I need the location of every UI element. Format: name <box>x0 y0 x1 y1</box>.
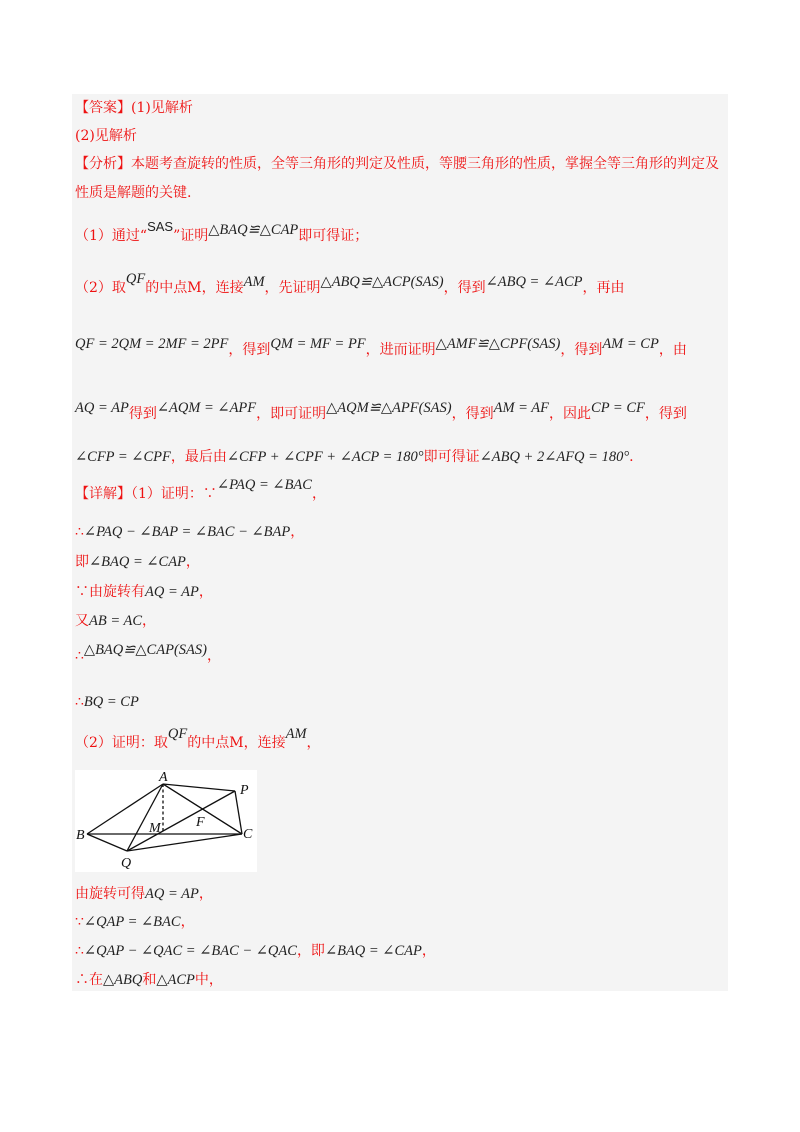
detail-line-9 <box>75 884 213 904</box>
label-q: Q <box>121 856 132 871</box>
analysis-s4-t2: ，即可证明 <box>256 406 327 422</box>
analysis-line-4 <box>75 271 625 298</box>
math-am-af: AM = AF <box>493 400 550 416</box>
math-tri-acp: △ACP <box>156 972 195 988</box>
analysis-s2-mid2: ，先证明 <box>264 280 321 296</box>
detail-l12-text2: 和 <box>142 972 157 988</box>
math-angle-subtract-2: ∠QAP − ∠QAC = ∠BAC − ∠QAC <box>83 943 297 959</box>
analysis-tag: 【分析】 <box>75 156 131 172</box>
math-aq-ap: AQ = AP <box>75 400 129 416</box>
detail-line-7 <box>75 692 139 712</box>
answer-line-1 <box>75 98 193 118</box>
detail-l10-text: ∵ <box>75 914 84 930</box>
label-b: B <box>76 828 85 843</box>
math-final-eq: ∠ABQ + 2∠AFQ = 180° <box>479 449 630 465</box>
detail-line-11 <box>75 941 436 961</box>
detail-l10-end: ， <box>180 914 195 930</box>
math-congruence-1: △BAQ≌△CAP <box>208 222 299 238</box>
answer-line-2 <box>75 126 137 146</box>
detail-line-1 <box>75 477 326 504</box>
math-qm-eq: QM = MF = PF <box>270 336 366 352</box>
detail-l9-text: 由旋转可得 <box>75 886 145 902</box>
math-qf-eq: QF = 2QM = 2MF = 2PF <box>75 336 229 352</box>
label-p: P <box>240 783 249 798</box>
analysis-s2-mid3: ，得到 <box>443 280 486 296</box>
math-aq-ap-3: AQ = AP <box>145 886 199 902</box>
analysis-text-1: 本题考查旋转的性质，全等三角形的判定及性质，等腰三角形的性质，掌握全等三角形的判定及 <box>131 156 719 172</box>
sas-label: SAS <box>147 219 174 234</box>
math-congruence-4: △AQM≌△APF(SAS) <box>326 400 452 416</box>
math-angle-sum: ∠CFP + ∠CPF + ∠ACP = 180° <box>226 449 424 465</box>
analysis-s1-mid: ”证明 <box>173 228 209 244</box>
analysis-line-6 <box>75 400 687 424</box>
math-angle-subtract-1: ∠PAQ − ∠BAP = ∠BAC − ∠BAP <box>83 524 291 540</box>
math-cp-cf: CP = CF <box>591 400 645 416</box>
analysis-s4-t1: 得到 <box>128 406 157 422</box>
answer-tag: 【答案】 <box>75 100 131 116</box>
math-congruence-2: △ABQ≌△ACP(SAS) <box>320 274 444 290</box>
analysis-s4-t5: ，得到 <box>644 406 687 422</box>
math-am-2: AM <box>285 726 307 742</box>
analysis-s4-t3: ，得到 <box>451 406 494 422</box>
analysis-s1-pre: （1）通过“ <box>75 228 148 244</box>
analysis-s3-t3: ，得到 <box>560 342 603 358</box>
label-a: A <box>159 770 168 785</box>
analysis-s2-end: ，再由 <box>582 280 625 296</box>
label-m: M <box>149 821 161 836</box>
analysis-s5-t1: ，最后由 <box>170 449 227 465</box>
detail-line-6 <box>75 642 221 666</box>
detail-line-5 <box>75 611 156 631</box>
detail-l5-end: ， <box>142 613 157 629</box>
analysis-line-2 <box>75 183 191 203</box>
detail-l1-text: （1）证明：∵ <box>131 486 217 502</box>
analysis-text-2: 性质是解题的关键. <box>75 185 192 201</box>
detail-l6-end: ， <box>206 648 221 664</box>
geometry-figure <box>75 770 257 872</box>
analysis-s5-t3: . <box>629 449 634 465</box>
analysis-s5-t2: 即可得证 <box>423 449 480 465</box>
math-paq-bac: ∠PAQ = ∠BAC <box>216 477 312 493</box>
math-qf-2: QF <box>167 726 188 742</box>
analysis-line-1 <box>75 154 719 174</box>
math-qap-bac: ∠QAP = ∠BAC <box>83 914 181 930</box>
detail-tag: 【详解】 <box>75 486 131 502</box>
detail-l12-end: 中， <box>194 972 223 988</box>
detail-line-12 <box>75 970 223 990</box>
detail-line-8 <box>75 726 321 753</box>
detail-l12-text: ∴在 <box>75 972 103 988</box>
math-baq-cap-2: ∠BAQ = ∠CAP <box>324 943 422 959</box>
segment-qc <box>127 834 242 851</box>
detail-l9-end: ， <box>198 886 213 902</box>
math-am: AM <box>243 274 265 290</box>
math-congruence-3: △AMF≌△CPF(SAS) <box>435 336 561 352</box>
analysis-line-7 <box>75 447 634 467</box>
detail-l11-end: ， <box>421 943 436 959</box>
label-f: F <box>196 815 205 830</box>
detail-l8-end: ， <box>306 735 321 751</box>
detail-l8-text2: 的中点M，连接 <box>187 735 286 751</box>
detail-line-4 <box>75 582 213 602</box>
math-angle-eq-3: ∠CFP = ∠CPF <box>75 449 171 465</box>
answer-part-1: (1)见解析 <box>131 100 193 116</box>
detail-line-3 <box>75 552 200 572</box>
answer-part-2: (2)见解析 <box>75 128 137 144</box>
detail-l4-end: ， <box>198 584 213 600</box>
segment-bq <box>87 834 127 851</box>
detail-l3-text: 即 <box>75 554 89 570</box>
analysis-line-3 <box>75 219 369 246</box>
math-angle-eq-2: ∠AQM = ∠APF <box>156 400 257 416</box>
analysis-s2-mid: 的中点M，连接 <box>145 280 244 296</box>
detail-l3-end: ， <box>185 554 200 570</box>
analysis-s2-pre: （2）取 <box>75 280 126 296</box>
analysis-s3-t2: ，进而证明 <box>365 342 436 358</box>
detail-l6-text: ∴ <box>75 648 84 664</box>
math-aq-ap-2: AQ = AP <box>145 584 199 600</box>
math-qf: QF <box>125 271 146 287</box>
detail-l4-text: ∵由旋转有 <box>75 584 145 600</box>
math-angle-eq-1: ∠ABQ = ∠ACP <box>485 274 583 290</box>
label-c: C <box>243 827 253 842</box>
detail-l11-text2: ，即 <box>296 943 325 959</box>
detail-l8-text: （2）证明：取 <box>75 735 168 751</box>
analysis-s1-end: 即可得证； <box>298 228 369 244</box>
analysis-s3-t1: ，得到 <box>228 342 271 358</box>
detail-l5-text: 又 <box>75 613 89 629</box>
math-am-cp: AM = CP <box>602 336 659 352</box>
analysis-s3-t4: ，由 <box>658 342 687 358</box>
detail-line-10 <box>75 912 195 932</box>
segment-ap <box>163 784 235 791</box>
math-baq-cap: ∠BAQ = ∠CAP <box>89 554 186 570</box>
detail-l2-text: ∴ <box>75 524 84 540</box>
math-bq-cp: BQ = CP <box>83 694 139 710</box>
math-tri-abq: △ABQ <box>103 972 143 988</box>
detail-l1-end: ， <box>311 486 326 502</box>
detail-l2-end: ， <box>290 524 305 540</box>
detail-l7-text: ∴ <box>75 694 84 710</box>
math-ab-ac: AB = AC <box>89 613 143 629</box>
detail-line-2 <box>75 522 304 542</box>
math-congruence-5: △BAQ≌△CAP(SAS) <box>83 642 207 658</box>
detail-l11-text: ∴ <box>75 943 84 959</box>
analysis-line-5 <box>75 336 687 360</box>
analysis-s4-t4: ，因此 <box>549 406 592 422</box>
